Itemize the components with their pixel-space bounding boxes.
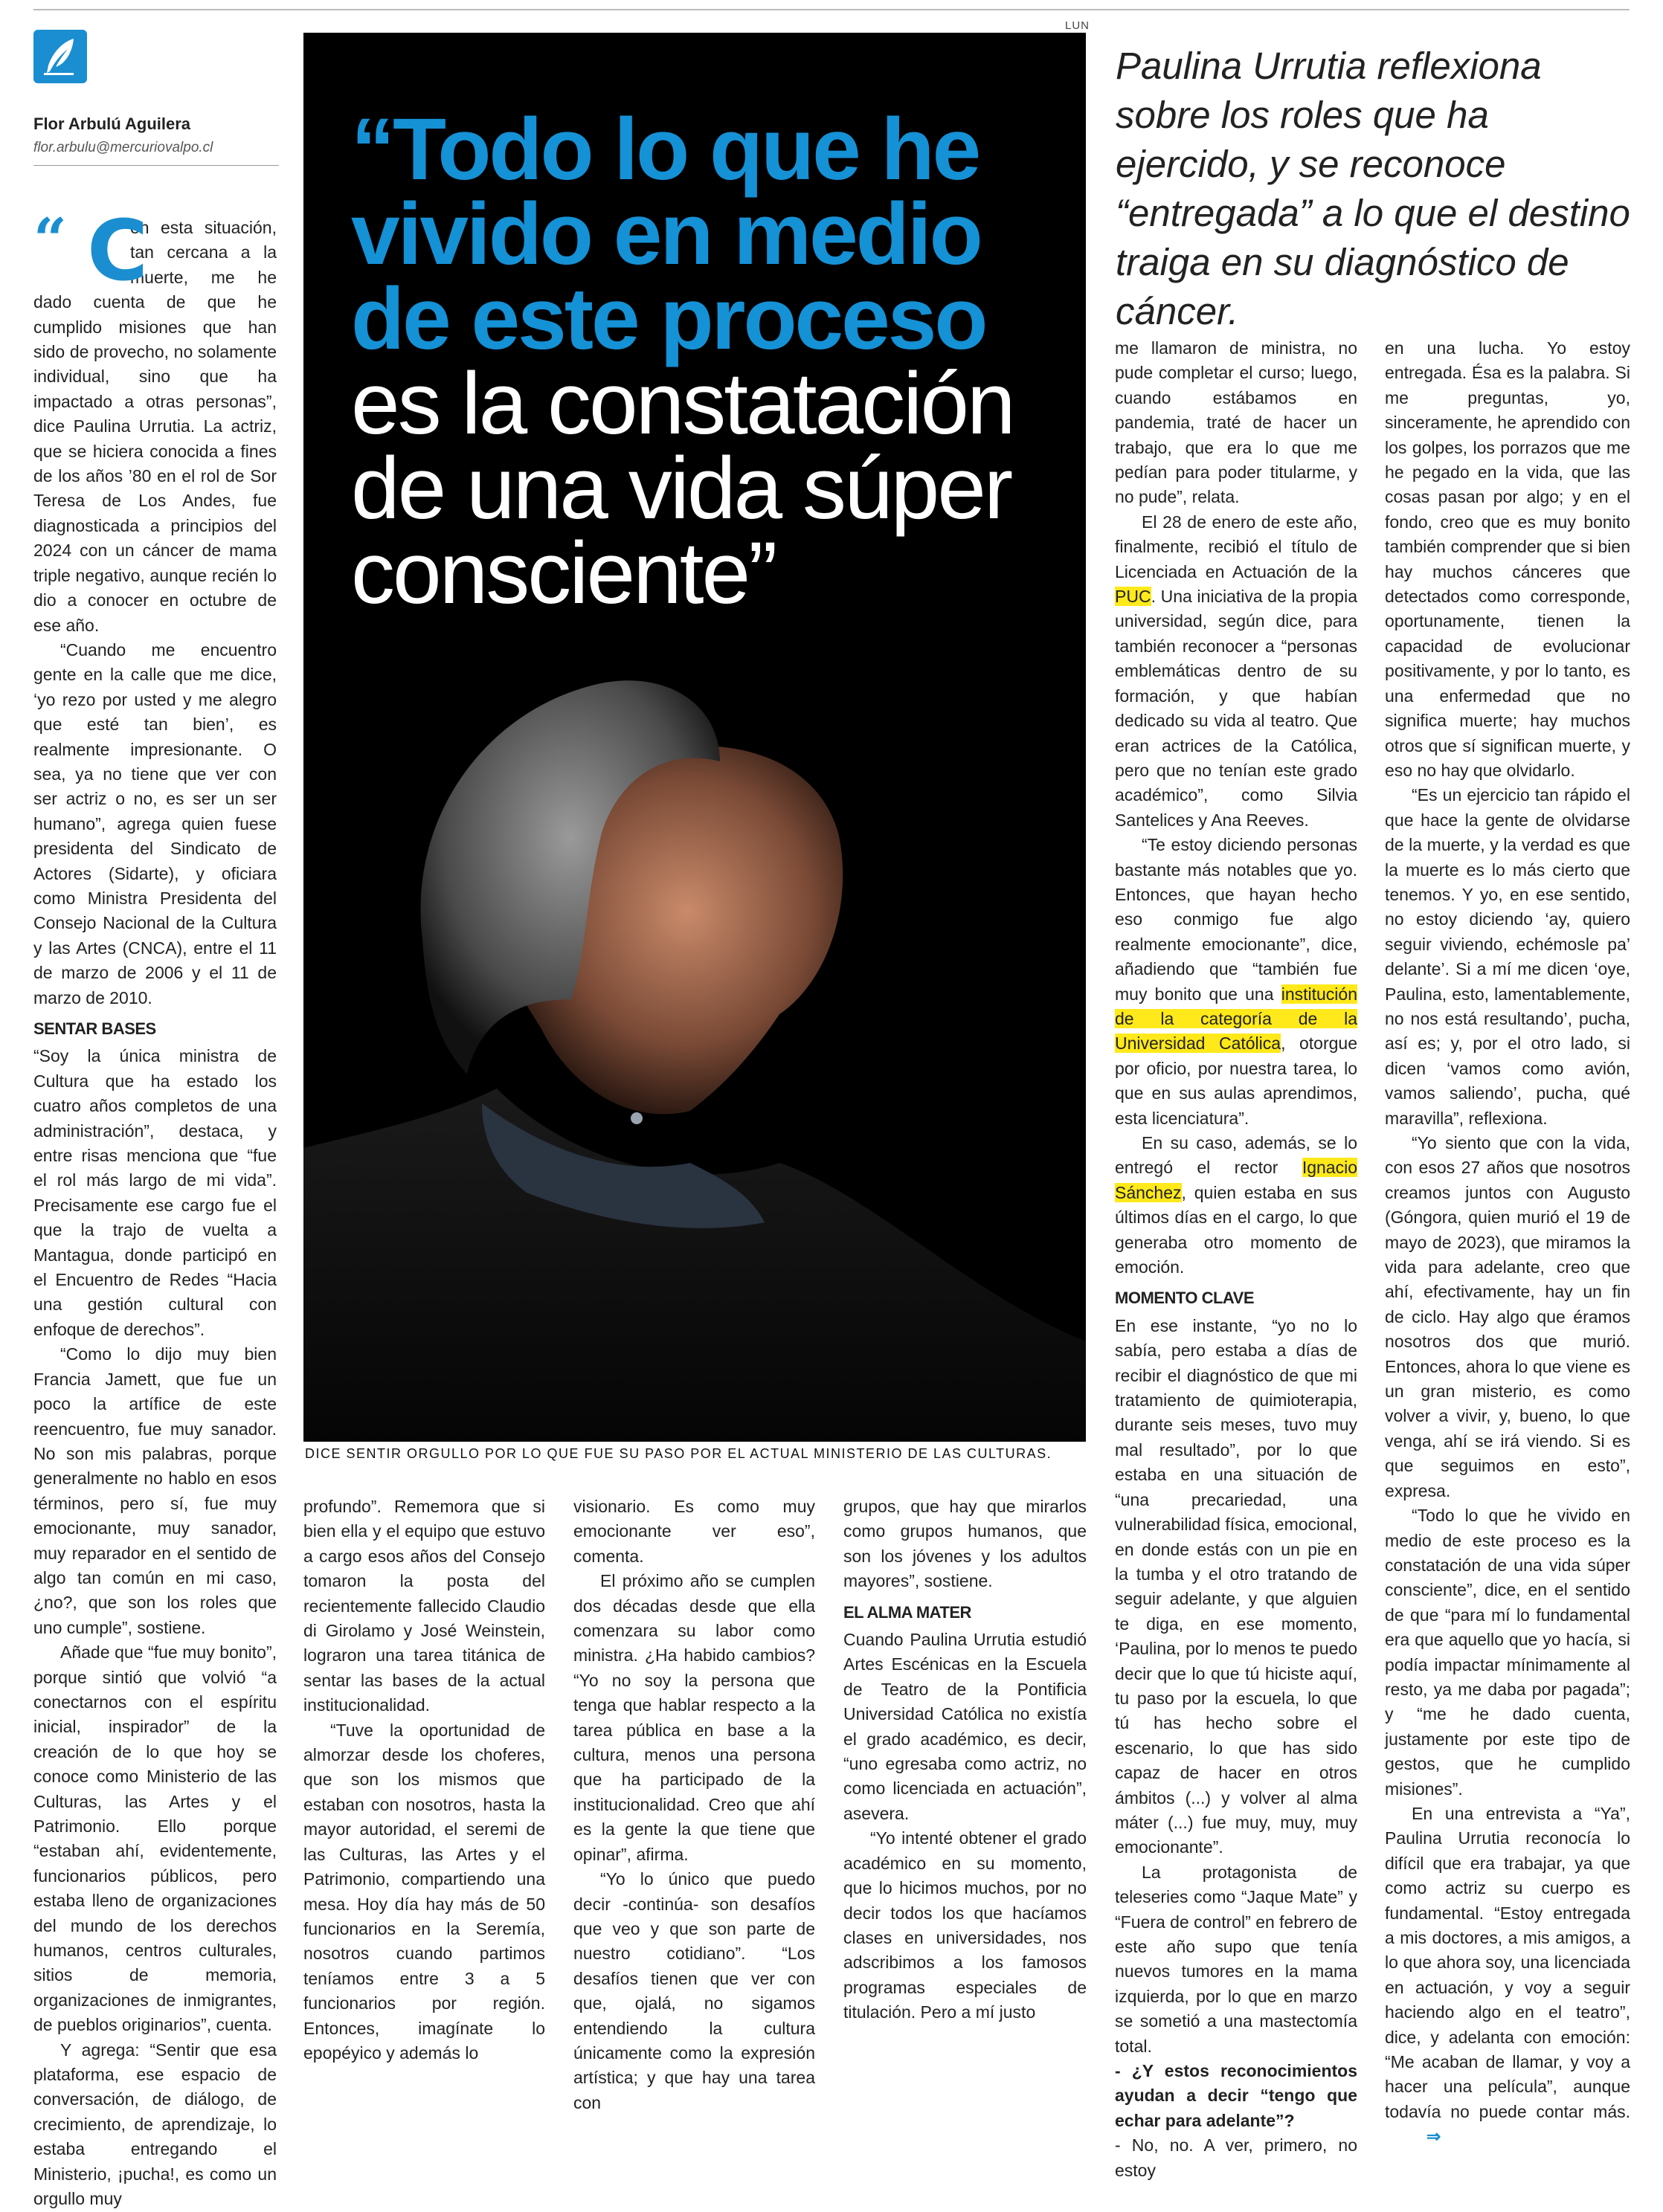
paragraph: profundo”. Rememora que si bien ella y el equipo que estuvo a cargo esos años del Consejo tomaron la posta del recientemente fallecido Claudio di Girolamo y José Weinstein, lograron una tarea titánica de sentar las bases de la actual institucionalidad. <box>303 1497 545 1715</box>
opening-quote-mark: “ <box>33 206 67 274</box>
paragraph: “Tuve la oportunidad de almorzar desde los choferes, que son los mismos que estaban con nosotros, hasta la mayor autoridad, el seremi de las Culturas, las Artes y el Patrimonio, compartiendo una mesa. Hoy día hay más de 50 funcionarios en la Seremía, nosotros cuando partimos teníamos entre 3 a 5 funcionarios por región. Entonces, imagínate lo epopéyico y además lo <box>303 1720 545 2063</box>
highlighted-text: institución de la categoría de la <box>1115 984 1357 1028</box>
headline <box>351 100 1065 622</box>
text-run: En una entrevista a “Ya”, Paulina Urrutia reconocía lo difícil que era trabajar, ya que como actriz su cuerpo es fundamental. “Estoy entregada a mis doctores, a mis amigos, a lo que ahora soy, una licenciada en actuación, y voy a seguir haciendo algo en el teatro”, dice, y adelanta con emoción: “Me acaban de llamar, y voy a hacer una película”, aunque todavía no puede contar más. <box>1385 1803 1630 2121</box>
paragraph: “Cuando me encuentro gente en la calle que me dice, ‘yo rezo por usted y me alegro que esté tan bien’, es realmente impresionante. O sea, ya no tiene que ver con ser actriz o no, es ser un ser humano”, agrega quien fuese presidenta del Sindicato de Actores (Sidarte), y oficiara como Ministra Presidenta del Consejo Nacional de la Cultura y las Artes (CNCA), entre el 11 de marzo de 2006 y el 11 de marzo de 2010. <box>33 639 277 1007</box>
top-rule <box>33 9 1630 10</box>
paragraph: Añade que “fue muy bonito”, porque sintió que volvió “a conectarnos con el espíritu inicial, inspirador” de la creación de lo que hoy se conoce como Ministerio de las Culturas, las Artes y el Patrimonio. Ello porque “estaban ahí, evidentemente, funcionarios públicos, pero estaba lleno de organizaciones del mundo de los derechos humanos, centros culturales, sitios de memoria, organizaciones de inmigrantes, de pueblos originarios”, cuenta. <box>33 1642 277 2035</box>
paragraph <box>1115 510 1357 833</box>
paragraph: “Es un ejercicio tan rápido el que hace la gente de olvidarse de la muerte, y la verdad es que la muerte es lo más cierto que tenemos. Y yo, en ese sentido, no estoy diciendo ‘ay, quiero seguir viviendo, echémosle pa’ delante’. Si a mí me dicen ‘oye, Paulina, esto, lamentablemente, no nos está resultando’, pucha, así es; y, por el otro lado, si dicen ‘vamos como avión, vamos saliendo’, pucha, qué maravilla”, reflexiona. <box>1385 785 1630 1128</box>
subheading: EL ALMA MATER <box>843 1602 971 1622</box>
highlighted-text: Ignacio Sánchez <box>1115 1158 1357 1202</box>
article-column-4 <box>843 1494 1087 2025</box>
drop-cap: C <box>87 203 149 300</box>
highlighted-text: PUC <box>1115 587 1151 607</box>
quill-icon <box>41 36 80 77</box>
paragraph: “Todo lo que he vivido en medio de este proceso es la constatación de una vida súper consciente”, dice, en el sentido de que “para mí lo fundamental era que aquello que yo hacía, si podía impactar mínimamente al resto, ya me daba por pagada”; y “me he dado cuenta, justamente por este tipo de gestos, que he cumplido misiones”. <box>1385 1506 1630 1799</box>
lead-paragraph <box>33 203 277 638</box>
text-run: . Una iniciativa de la propia universidad, según dice, para también reconocer a “personas emblemáticas dentro de su formación, y que habían dedicado su vida al teatro. Que eran actrices de la Católica, pero que no tenían este grado académico”, como Silvia Santelices y Ana Reeves. <box>1115 587 1357 830</box>
paragraph: en una lucha. Yo estoy entregada. Ésa es la palabra. Si me preguntas, yo, sinceramente, he aprendido con los golpes, los porrazos que me he pegado en la vida, que las cosas pasan por algo; y en el fondo, creo que es muy bonito también comprender que si bien hay muchos cánceres que detectados como corresponde, oportunamente, tienen la capacidad de evolucionar positivamente, y por lo tanto, es una enfermedad que no significa muerte; hay muchos otros que sí significan muerte, y eso no hay que olvidarlo. <box>1385 338 1630 780</box>
byline-divider <box>33 165 279 166</box>
paragraph <box>1385 1802 1630 2150</box>
author-email[interactable]: flor.arbulu@mercuriovalpo.cl <box>33 140 213 155</box>
paragraph: “Yo intenté obtener el grado académico en su momento, que lo hicimos muchos, por no decir todos los que hacíamos clases en universidades, nos adscribimos a los famosos programas especiales de titulación. Pero a mí justo <box>843 1828 1087 2022</box>
paragraph: “Como lo dijo muy bien Francia Jamett, que fue un poco la artífice de este reencuentro, fue muy sanador. No son mis palabras, porque generalmente no hablo en esos términos, pero sí, fue muy emocionante, muy sanador, muy reparador en el sentido de algo tan común en mi caso, ¿no?, que son los roles que uno cumple”, sostiene. <box>33 1344 277 1637</box>
paragraph: En ese instante, “yo no lo sabía, pero estaba a días de recibir el diagnóstico de que mi tratamiento de quimioterapia, durante seis meses, tuvo muy mal resultado”, por lo que estaba en una situación de “una precariedad, una vulnerabilidad física, emocional, en donde estás con un pie en la tumba y el otro tratando de seguir adelante, y que alguien te diga, en ese momento, ‘Paulina, por lo menos te puedo decir que lo que tú hiciste aquí, tu paso por la escuela, lo que tú has hecho sobre el escenario, lo que has sido capaz de hacer en otros ámbitos (...) y volver al alma máter (...) fue muy, muy, muy emocionante”. <box>1115 1315 1358 1857</box>
paragraph: Cuando Paulina Urrutia estudió Artes Escénicas en la Escuela de Teatro de la Pontificia Universidad Católica no existía el grado académico, es decir, “uno egresaba como actriz, no como licenciada en actuación”, asevera. <box>843 1630 1087 1823</box>
hero-photo <box>303 33 1086 1442</box>
article-column-6 <box>1385 336 1630 2150</box>
page-tag: LUN <box>1065 19 1090 32</box>
headline-highlight: “Todo lo que he vivido en medio de este proceso <box>351 100 986 368</box>
article-column-2 <box>303 1494 545 2066</box>
paragraph: El próximo año se cumplen dos décadas desde que ella comenzara su labor como ministra. ¿Ha habido cambios? “Yo no soy la persona que tenga que hablar respecto a la tarea pública en base a la cultura, menos una persona que ha participado de la institucionalidad. Creo que ahí es la gente la que tiene que opinar”, afirma. <box>573 1571 815 1864</box>
paragraph: “Yo lo único que puedo decir -continúa- son desafíos que veo y que son parte de nuestro cotidiano”. “Los desafíos tienen que ver con que, ojalá, no sigamos entendiendo la cultura únicamente como la expresión artística; y que hay una tarea con <box>573 1869 815 2112</box>
paragraph: visionario. Es como muy emocionante ver eso”, comenta. <box>573 1497 815 1566</box>
paragraph <box>1115 833 1357 1131</box>
paragraph: - No, no. A ver, primero, no estoy <box>1115 2135 1357 2180</box>
paragraph: “Soy la única ministra de Cultura que ha estado los cuatro años completos de una administración”, destaca, y entre risas menciona que “fue el rol más largo de mi vida”. Precisamente ese cargo fue el que la trajo de vuelta a Mantagua, donde participó en el Encuentro de Redes “Hacia una gestión cultural con enfoque de derechos”. <box>33 1046 277 1339</box>
paragraph: me llamaron de ministra, no pude completar el curso; luego, cuando estábamos en pandemia, traté de hacer un trabajo, que era lo que me pedían para poder titularme, y no pude”, relata. <box>1115 338 1357 507</box>
paragraph: grupos, que hay que mirarlos como grupos humanos, que son los jóvenes y los adultos mayores”, sostiene. <box>843 1497 1087 1591</box>
text-run: , otorgue por oficio, por nuestra tarea, lo que en sus aulas aprendimos, esta licenciatura”. <box>1115 1034 1357 1128</box>
deck-summary: Paulina Urrutia reflexiona sobre los roles que ha ejercido, y se reconoce “entregada” a lo que el destino traiga en su diagnóstico de cáncer. <box>1116 45 1630 332</box>
article-column-3 <box>573 1494 815 2115</box>
article-column-5 <box>1115 336 1357 2183</box>
text-run: , quien estaba en sus últimos días en el cargo, lo que generaba otro momento de emoción. <box>1115 1182 1357 1277</box>
text-run: En su caso, además, se lo entregó el rector <box>1115 1133 1357 1178</box>
photo-caption: DICE SENTIR ORGULLO POR LO QUE FUE SU PASO POR EL ACTUAL MINISTERIO DE LAS CULTURAS. <box>305 1446 1052 1461</box>
paragraph: Y agrega: “Sentir que esa plataforma, ese espacio de conversación, de diálogo, de crecimiento, de aprendizaje, lo estaba entregando el Ministerio, ¡pucha!, es como un orgullo muy <box>33 2040 277 2209</box>
paragraph: “Yo siento que con la vida, con esos 27 años que nosotros creamos juntos con Augusto (Góngora, quien murió el 19 de mayo de 2023), que miramos la vida para adelante, creo que ahí, efectivamente, hay un fin de ciclo. Hay algo que éramos nosotros dos que murió. Entonces, ahora lo que viene es un gran misterio, es como volver a vivir, y, bueno, lo que venga, ahí se irá viendo. Si es que seguimos en esto”, expresa. <box>1385 1133 1630 1500</box>
text-run: El 28 de enero de este año, finalmente, recibió el título de Licenciada en Actuación de la <box>1115 512 1357 581</box>
section-logo <box>33 30 87 83</box>
paragraph: La protagonista de teleseries como “Jaque Mate” y “Fuera de control” en febrero de este año supo que tenía nuevos tumores en la mama izquierda, por lo que en marzo se sometió a una mastectomía total. <box>1115 1862 1358 2056</box>
highlighted-text: Universidad Católica <box>1115 1034 1281 1054</box>
lead-text: on esta situación, tan cercana a la muerte, me he dado cuenta de que he cumplido misiones que han sido de provecho, no solamente individual, sino que ha impactado a otras personas”, dice Paulina Urrutia. La actriz, que se hiciera conocida a fines de los años ’80 en el rol de Sor Teresa de Los Andes, fue diagnosticada a principios del 2024 con un cáncer de mama triple negativo, aunque recién lo dio a conocer en octubre de ese año. <box>33 218 277 635</box>
interview-question: - ¿Y estos reconocimientos ayudan a decir “tengo que echar para adelante”? <box>1115 2061 1357 2130</box>
subheading: MOMENTO CLAVE <box>1115 1289 1255 1308</box>
headline-rest: es la constatación de una vida súper consciente” <box>351 355 1014 622</box>
article-column-1 <box>33 203 277 2212</box>
author-name: Flor Arbulú Aguilera <box>33 115 191 133</box>
text-run: “Te estoy diciendo personas bastante más notables que yo. Entonces, que hayan hecho eso conmigo fue algo realmente emocionante”, dice, añadiendo que “también fue muy bonito que una <box>1115 835 1357 1004</box>
subheading: SENTAR BASES <box>33 1019 156 1038</box>
end-arrow-icon: ⇒ <box>1426 2126 1441 2147</box>
paragraph <box>1115 1131 1357 1280</box>
